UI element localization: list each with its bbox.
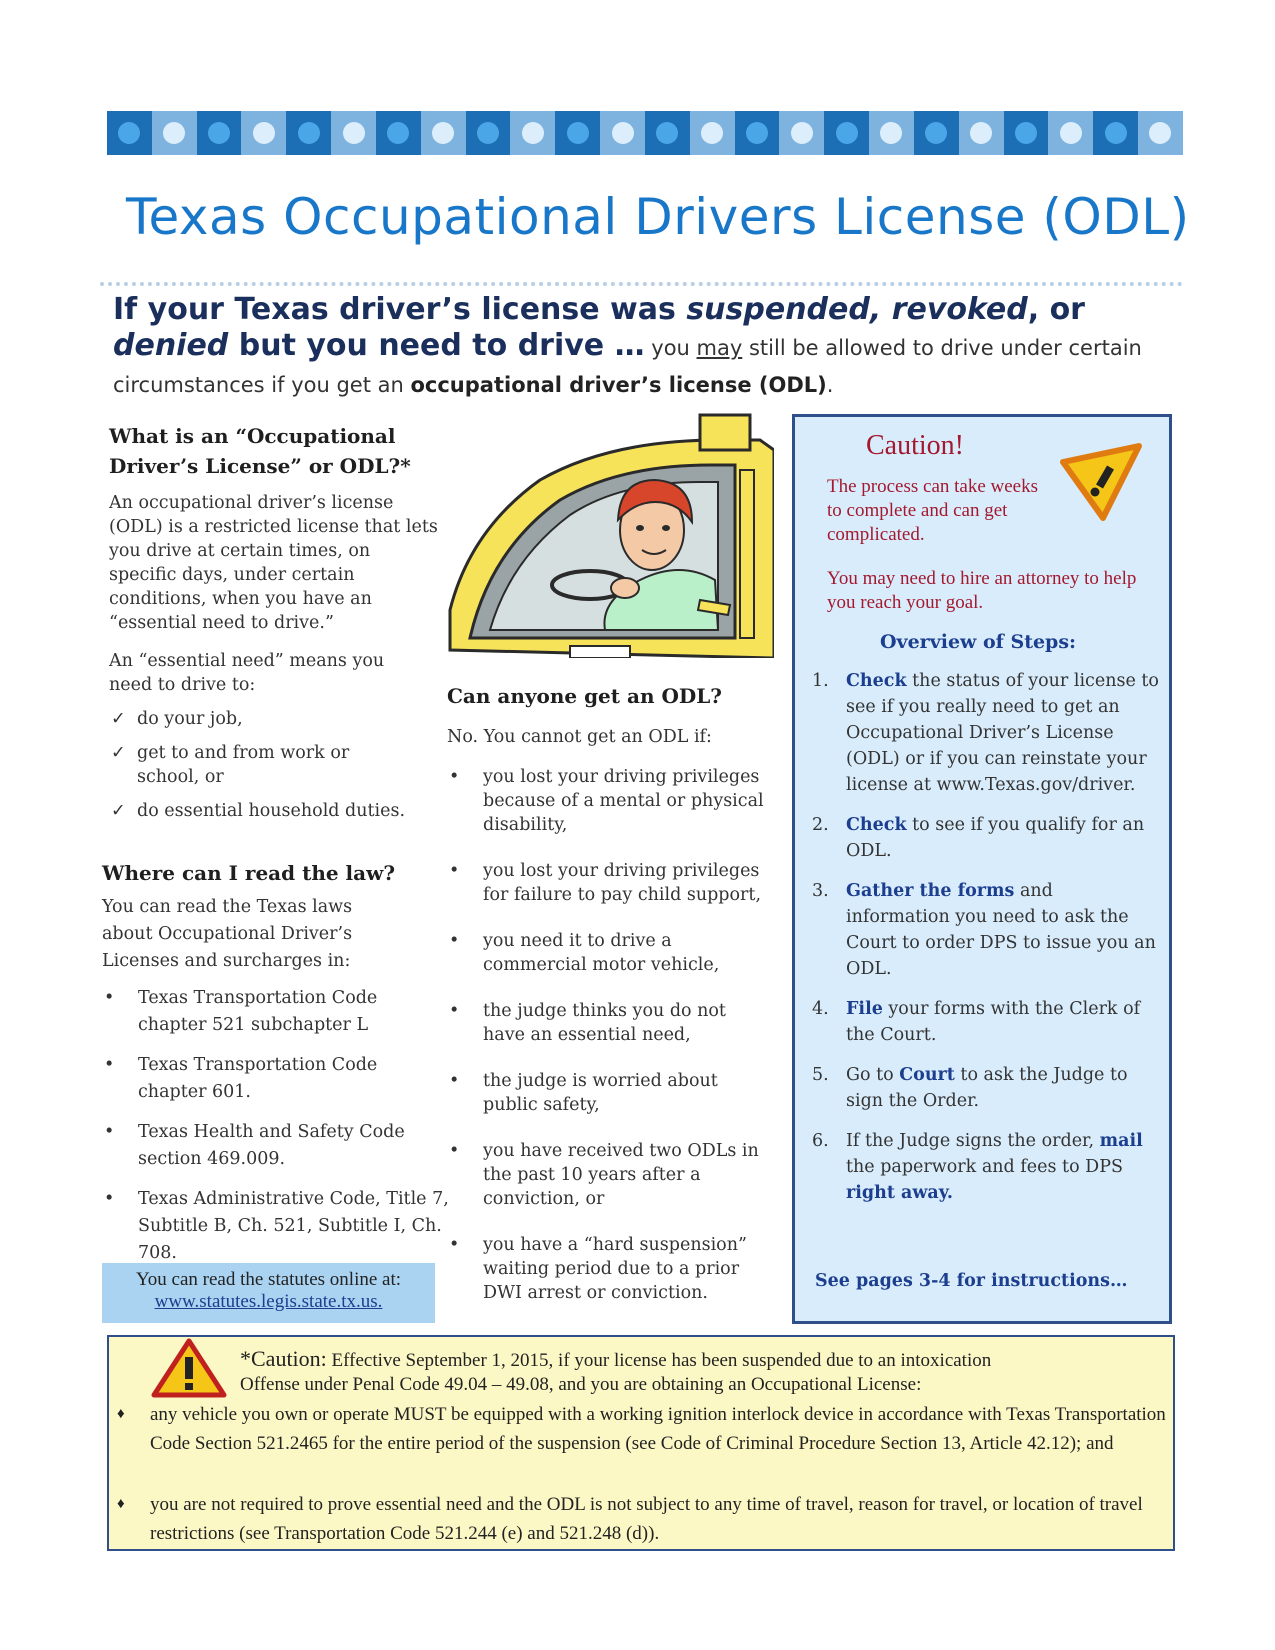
bullet-icon: • you have a “hard suspension” waiting period due to a prior DWI arrest or conviction. (447, 1233, 767, 1305)
what-is-paragraph: An occupational driver’s license (ODL) is a restricted license that lets you drive at certain times, on specific days, under certain conditions, when you have an “essential need to drive.” (109, 493, 438, 633)
step-keyword: Check (846, 671, 907, 691)
law-item: • Texas Health and Safety Code section 469.009. (102, 1119, 458, 1173)
intro-line-2 (113, 328, 1142, 363)
banner-cell (959, 111, 1004, 155)
step-number: 6. (812, 1131, 829, 1151)
statutes-text: You can read the statutes online at: (135, 1269, 402, 1290)
overview-title: Overview of Steps: (880, 631, 1077, 653)
intro-odl-term: occupational driver’s license (ODL) (410, 373, 827, 397)
bottom-bullet-2 (117, 1490, 1167, 1548)
step-item (812, 1062, 1162, 1114)
bullet-icon: • you have received two ODLs in the past 10 years after a conviction, or (447, 1139, 767, 1211)
check-icon: ✓ get to and from work or school, or (109, 741, 397, 789)
banner-cell (645, 111, 690, 155)
intro-may: may (696, 336, 743, 360)
banner-dot (343, 122, 365, 144)
banner-cell (869, 111, 914, 155)
law-paragraph: You can read the Texas laws about Occupational Driver’s Licenses and surcharges in: (102, 897, 353, 971)
banner-dot (477, 122, 499, 144)
bottom-bullet-text: you are not required to prove essential need and the ODL is not subject to any time of travel, reason for travel, or location of travel restrictions (see Transportation Code 521.244 (e) and 521.248 (d)). (150, 1494, 1143, 1544)
law-item: • Texas Transportation Code chapter 601. (102, 1052, 438, 1106)
check-icon: ✓ do your job, (109, 707, 439, 731)
banner-dot (387, 122, 409, 144)
step-item (812, 996, 1162, 1048)
banner-dot (432, 122, 454, 144)
banner-dot (880, 122, 902, 144)
anyone-intro: No. You cannot get an ODL if: (447, 727, 712, 747)
step-keyword: mail (1099, 1131, 1143, 1151)
intro-line-1 (113, 292, 1085, 327)
where-read-law-section (102, 858, 449, 1280)
caution-word: *Caution: (240, 1346, 327, 1371)
intro-text: you (644, 336, 697, 360)
step-item (812, 878, 1162, 982)
step-keyword: right away. (846, 1183, 953, 1203)
banner-cell (914, 111, 959, 155)
banner-cell (690, 111, 735, 155)
step-number: 3. (812, 881, 829, 901)
banner-dot (567, 122, 589, 144)
anyone-heading: Can anyone get an ODL? (447, 684, 722, 708)
step-keyword: Gather the forms (846, 881, 1015, 901)
step-keyword: Court (899, 1065, 955, 1085)
banner-cell (1048, 111, 1093, 155)
banner-cell (555, 111, 600, 155)
step-text: to ask the Judge to sign the Order. (846, 1065, 1128, 1111)
intro-text: If your Texas driver’s license was (113, 292, 687, 327)
dotted-divider (100, 282, 1183, 286)
taxi-driver-illustration (430, 410, 774, 658)
banner-cell (466, 111, 511, 155)
bullet-icon: • the judge is worried about public safety, (447, 1069, 767, 1117)
statutes-online-box (102, 1263, 435, 1323)
intro-text: . (826, 373, 834, 397)
banner-cell (735, 111, 780, 155)
banner-cell (286, 111, 331, 155)
banner-cell (1093, 111, 1138, 155)
what-is-odl-section (109, 421, 439, 823)
step-text: to see if you qualify for an ODL. (846, 815, 1145, 861)
banner-dot (970, 122, 992, 144)
intro-text: but you need to drive … (228, 328, 645, 363)
step-number: 5. (812, 1065, 829, 1085)
banner-dot (253, 122, 275, 144)
banner-dot (522, 122, 544, 144)
banner-dot (836, 122, 858, 144)
warning-triangle-icon (1055, 440, 1147, 524)
banner-cell (824, 111, 869, 155)
bottom-caution-line-1 (240, 1346, 991, 1372)
banner-cell (600, 111, 645, 155)
step-number: 1. (812, 671, 829, 691)
intro-text: , or (1027, 292, 1085, 327)
banner-dot (1015, 122, 1037, 144)
step-item (812, 668, 1162, 798)
banner-cell (421, 111, 466, 155)
banner-dot (1149, 122, 1171, 144)
banner-dot (118, 122, 140, 144)
statutes-link[interactable]: www.statutes.legis.state.tx.us. (154, 1291, 383, 1312)
banner-cell (1004, 111, 1049, 155)
law-item: • Texas Administrative Code, Title 7, Subtitle B, Ch. 521, Subtitle I, Ch. 708. (102, 1186, 458, 1267)
banner-cell (376, 111, 421, 155)
caution-text-1: The process can take weeks to complete and can get complicated. (827, 476, 1039, 545)
intro-denied: denied (113, 328, 229, 363)
law-item: • Texas Transportation Code chapter 521 subchapter L (102, 985, 438, 1039)
intro-text: still be allowed to drive under certain (742, 336, 1142, 360)
step-number: 4. (812, 999, 829, 1019)
caution-title: Caution! (866, 430, 964, 461)
what-is-heading-2: Driver’s License” or ODL?* (109, 454, 411, 478)
bullet-icon: • you lost your driving privileges for failure to pay child support, (447, 859, 767, 907)
banner-dot (612, 122, 634, 144)
banner-dot (163, 122, 185, 144)
step-text: the status of your license to see if you really need to get an Occupational Driver’s License (ODL) or if you can reinstate your license at www.Texas.gov/driver. (846, 671, 1159, 795)
banner-cell (107, 111, 152, 155)
bullet-icon: • the judge thinks you do not have an essential need, (447, 999, 767, 1047)
step-keyword: Check (846, 815, 907, 835)
banner-dot (746, 122, 768, 144)
essential-need-paragraph: An “essential need” means you need to drive to: (109, 651, 385, 695)
bottom-bullet-text: any vehicle you own or operate MUST be equipped with a working ignition interlock device in accordance with Texas Transportation Code Section 521.2465 for the entire period of the suspension (see Code of Criminal Procedure Section 13, Article 42.12); and (150, 1404, 1166, 1454)
steps-list (812, 668, 1162, 1220)
caution-line-1-text: Effective September 1, 2015, if your license has been suspended due to an intoxication (326, 1350, 992, 1371)
banner-cell (779, 111, 824, 155)
page-title: Texas Occupational Drivers License (ODL) (126, 188, 1190, 246)
warning-triangle-icon (150, 1337, 228, 1399)
intro-revoked: revoked (881, 292, 1028, 327)
banner-cell (331, 111, 376, 155)
step-keyword: File (846, 999, 883, 1019)
bullet-icon: • you need it to drive a commercial motor vehicle, (447, 929, 767, 977)
step-item (812, 812, 1162, 864)
see-pages-note: See pages 3-4 for instructions… (815, 1271, 1128, 1291)
bottom-caution-line-2: Offense under Penal Code 49.04 – 49.08, and you are obtaining an Occupational License: (240, 1374, 922, 1395)
diamond-bullet-icon: ♦ (117, 1496, 125, 1512)
banner-cell (197, 111, 242, 155)
what-is-heading-1: What is an “Occupational (109, 424, 396, 448)
step-text: and information you need to ask the Court to order DPS to issue you an ODL. (846, 881, 1156, 979)
decorative-dot-banner (107, 111, 1183, 155)
banner-cell (1138, 111, 1183, 155)
bottom-bullet-1 (117, 1400, 1167, 1458)
banner-dot (1060, 122, 1082, 144)
step-number: 2. (812, 815, 829, 835)
intro-suspended: suspended, (686, 292, 882, 327)
step-text: If the Judge signs the order, (846, 1131, 1100, 1151)
banner-dot (925, 122, 947, 144)
caution-text-2: You may need to hire an attorney to help you reach your goal. (827, 568, 1137, 613)
law-heading: Where can I read the law? (102, 861, 396, 885)
can-anyone-get-odl-section (447, 681, 767, 1305)
bullet-icon: • you lost your driving privileges because of a mental or physical disability, (447, 765, 767, 837)
banner-dot (1105, 122, 1127, 144)
banner-cell (241, 111, 286, 155)
step-text: your forms with the Clerk of the Court. (846, 999, 1141, 1045)
banner-dot (208, 122, 230, 144)
intro-line-3 (113, 373, 833, 397)
banner-cell (152, 111, 197, 155)
banner-dot (656, 122, 678, 144)
intro-text: circumstances if you get an (113, 373, 411, 397)
banner-dot (791, 122, 813, 144)
diamond-bullet-icon: ♦ (117, 1406, 125, 1422)
step-text: the paperwork and fees to DPS (846, 1157, 1123, 1177)
banner-dot (701, 122, 723, 144)
step-text: Go to (846, 1065, 900, 1085)
banner-dot (298, 122, 320, 144)
step-item (812, 1128, 1162, 1206)
banner-cell (510, 111, 555, 155)
check-icon: ✓ do essential household duties. (109, 799, 439, 823)
